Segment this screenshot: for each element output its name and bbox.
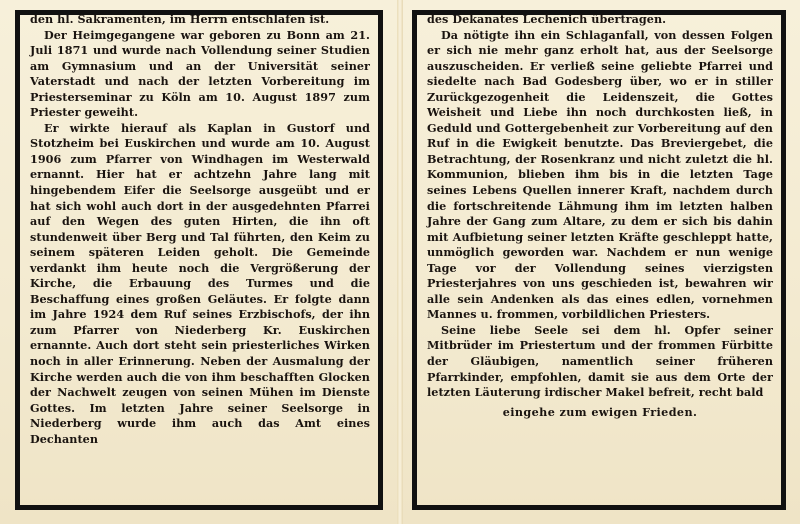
left-paragraph-1: den hl. Sakramenten, im Herrn entschlafen ist.: [30, 12, 330, 26]
right-paragraph-1: des Dekanates Lechenich übertragen.: [427, 12, 667, 26]
left-text-panel: [15, 10, 383, 510]
page-fold: [397, 0, 403, 524]
left-paragraph-2: Der Heimgegangene war geboren zu Bonn am 21. Juli 1871 und wurde nach Vollendung seiner Studien am Gymnasium und an der Universität seiner Vaterstadt und nach der letzten Vorbereitung im Priesterseminar zu Köln am 10. August 1897 zum Priester geweiht.: [30, 27, 370, 120]
left-paragraph-3: Er wirkte hierauf als Kaplan in Gustorf und Stotzheim bei Euskirchen und wurde am 10. August 1906 zum Pfarrer von Windhagen im Westerwald ernannt. Hier hat er achtzehn Jahre lang mit hingebendem Eifer die Seelsorge ausgeübt und er hat sich wohl auch dort in der ausgedehnten Pfarrei auf den Wegen des guten Hirten, die ihn oft stundenweit über Berg und Tal führten, den Keim zu seinem späteren Leiden geholt. Die Gemeinde verdankt ihm heute noch die Vergrößerung der Kirche, die Erbauung des Turmes und die Beschaffung eines großen Geläutes. Er folgte dann im Jahre 1924 dem Ruf seines Erzbischofs, der ihn zum Pfarrer von Niederberg Kr. Euskirchen ernannte. Auch dort steht sein priesterliches Wirken noch in aller Erinnerung. Neben der Ausmalung der Kirche werden auch die von ihm beschafften Glocken der Nachwelt zeugen von seinen Mühen im Dienste Gottes. Im letzten Jahre seiner Seelsorge in Niederberg wurde ihm auch das Amt eines Dechanten: [30, 120, 370, 446]
right-paragraph-3: Seine liebe Seele sei dem hl. Opfer seiner Mitbrüder im Priestertum und der frommen Fürbitte der Gläubigen, namentlich seiner früheren Pfarrkinder, empfohlen, damit sie aus dem Orte der letzten Läuterung irdischer Makel befreit, recht bald: [427, 322, 773, 400]
right-text-panel: [412, 10, 786, 510]
closing-line: eingehe zum ewigen Frieden.: [502, 404, 698, 419]
right-paragraph-2: Da nötigte ihn ein Schlaganfall, von dessen Folgen er sich nie mehr ganz erholt hat, aus der Seelsorge auszuscheiden. Er verließ seine geliebte Pfarrei und siedelte nach Bad Godesberg über, wo er in stiller Zurückgezogenheit die Leidenszeit, die Gottes Weisheit und Liebe ihn noch durchkosten ließ, in Geduld und Gottergebenheit zur Vorbereitung auf den Ruf in die Ewigkeit benutzte. Das Breviergebet, die Betrachtung, der Rosenkranz und nicht zuletzt die hl. Kommunion, blieben ihm bis in die letzten Tage seines Lebens Quellen innerer Kraft, nachdem durch die fortschreitende Lähmung ihm im letzten halben Jahre der Gang zum Altare, zu dem er sich bis dahin mit Aufbietung seiner letzten Kräfte geschleppt hatte, unmöglich geworden war. Nachdem er nun wenige Tage vor der Vollendung seines vierzigsten Priesterjahres von uns geschieden ist, bewahren wir alle sein Andenken als das eines edlen, vornehmen Mannes u. frommen, vorbildlichen Priesters.: [427, 27, 773, 322]
